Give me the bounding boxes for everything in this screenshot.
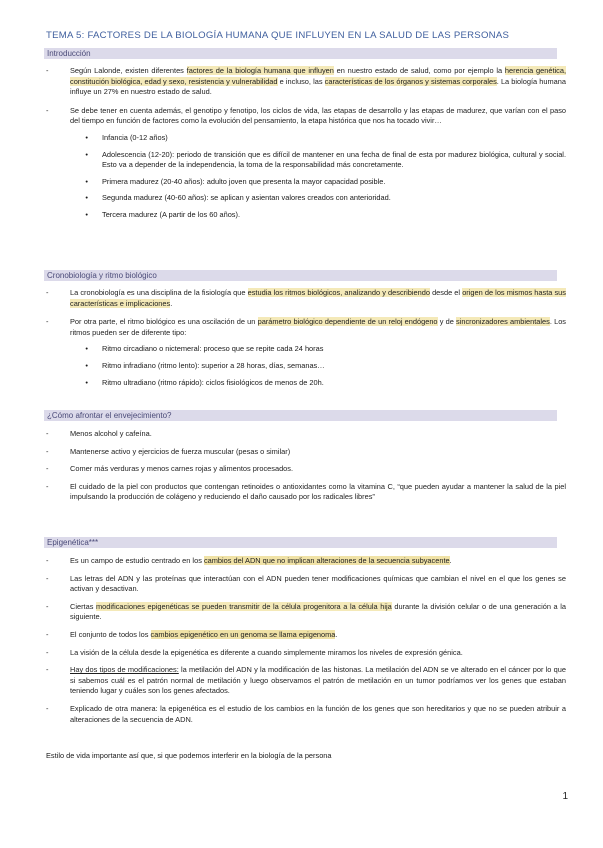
- bullet-item: • Ritmo infradiano (ritmo lento): superior a 28 horas, días, semanas…: [85, 360, 325, 370]
- list-item: - El cuidado de la piel con productos que contengan retinoides o antioxidantes como la vitamina C, “que pueden ayudar a mantener la salud de la piel impulsando la producción de colágeno y reduciendo el daño causado por los radicales libres”: [46, 481, 566, 502]
- crono-block: [46, 288, 566, 388]
- list-item: - El conjunto de todos los cambios epigenético en un genoma se llama epigenoma.: [46, 629, 338, 639]
- list-item: - Explicado de otra manera: la epigenética es el estudio de los cambios en la función de los genes que son hereditarios y que no se pueden atribuir a alteraciones de la secuencia de ADN.: [46, 703, 566, 724]
- rhythms-list: [46, 344, 566, 388]
- section-heading-epigenetica: Epigenética***: [44, 537, 557, 548]
- paragraph-text: La cronobiología es una disciplina de la fisiología que estudia los ritmos biológicos, analizando y describiendo desde el origen de los mismos hasta sus características e implicaciones.: [70, 288, 566, 308]
- bullet-item: • Primera madurez (20-40 años): adulto joven que presenta la mayor capacidad posible.: [85, 176, 386, 186]
- list-item: - Por otra parte, el ritmo biológico es una oscilación de un parámetro biológico dependiente de un reloj endógeno y de sincronizadores ambientales. Los ritmos pueden ser de diferente tipo:: [46, 317, 567, 337]
- bullet-item: • Ritmo ultradiano (ritmo rápido): ciclos fisiológicos de menos de 20h.: [85, 377, 324, 387]
- bullet-item: • Tercera madurez (A partir de los 60 años).: [85, 209, 241, 219]
- bullet-item: • Segunda madurez (40-60 años): se aplican y asientan valores creados con anterioridad.: [85, 193, 391, 203]
- list-item: - Es un campo de estudio centrado en los cambios del ADN que no implican alteraciones de la secuencia subyacente.: [46, 556, 452, 565]
- list-item: - Hay dos tipos de modificaciones: la metilación del ADN y la modificación de las histonas. La metilación del ADN se ve alterado en el cáncer por lo que si sabemos cuál es el patrón normal de metilación y luego observamos el patrón de metilación en un tumor podríamos ver los genes que estaban teniendo lugar y cuáles son los genes afectados.: [46, 665, 566, 696]
- section-heading-cronobiologia: Cronobiología y ritmo biológico: [44, 270, 557, 281]
- paragraph-text: Se debe tener en cuenta además, el genotipo y fenotipo, los ciclos de vida, las etapas de desarrollo y las etapas de madurez, que varían con el paso del tiempo en función de factores como la evolución del pensamiento, la etapa histórica que nos ha tocado vivir…: [70, 105, 566, 126]
- list-item: - La cronobiología es una disciplina de la fisiología que estudia los ritmos biológicos, analizando y describiendo desde el origen de los mismos hasta sus características e implicaciones.: [46, 288, 566, 308]
- paragraph-text: Por otra parte, el ritmo biológico es una oscilación de un parámetro biológico dependiente de un reloj endógeno y de sincronizadores ambientales. Los ritmos pueden ser de diferente tipo:: [70, 317, 567, 337]
- stages-list: [46, 133, 566, 221]
- list-item: - Mantenerse activo y ejercicios de fuerza muscular (pesas o similar): [46, 446, 291, 456]
- list-item: [46, 106, 566, 127]
- page-number: 1: [562, 791, 568, 802]
- list-item: - La visión de la célula desde la epigenética es diferente a cuando simplemente miramos los niveles de expresión génica.: [46, 647, 463, 657]
- bullet-item: • Infancia (0-12 años): [85, 132, 168, 142]
- section-heading-introduccion: Introducción: [44, 48, 557, 59]
- closing-note: Estilo de vida importante así que, si que podemos interferir en la biología de la persona: [46, 751, 332, 760]
- list-item: - Menos alcohol y cafeína.: [46, 429, 152, 438]
- page-title: TEMA 5: FACTORES DE LA BIOLOGÍA HUMANA QUE INFLUYEN EN LA SALUD DE LAS PERSONAS: [46, 30, 510, 41]
- list-item: [46, 66, 566, 98]
- list-marker: -: [46, 66, 49, 75]
- bullet-item: • Adolescencia (12-20): periodo de transición que es difícil de mantener en una fecha de final de esta por madurez biológica, cultural y social. Esto va a depender de la independencia, la toma de la responsabilidad más concretamente.: [85, 149, 566, 170]
- envej-block: [46, 429, 566, 503]
- list-item: - Las letras del ADN y las proteínas que interactúan con el ADN pueden tener modificaciones químicas que cambian el nivel en el que los genes se activan y desactivan.: [46, 573, 566, 594]
- list-item: - Comer más verduras y menos carnes rojas y alimentos procesados.: [46, 464, 294, 474]
- paragraph-text: Según Lalonde, existen diferentes factores de la biología humana que influyen en nuestro estado de salud, como por ejemplo la herencia genética, constitución biológica, edad y sexo, resistencia y vulnerabilidad e incluso, las características de los órganos y sistemas corporales. La biología humana influye un 27% en nuestro estado de salud.: [70, 66, 567, 97]
- list-item: - Ciertas modificaciones epigenéticas se pueden transmitir de la célula progenitora a la célula hija durante la división celular o de una generación a la siguiente.: [46, 601, 567, 622]
- intro-block: [46, 66, 566, 221]
- bullet-item: • Ritmo circadiano o nictemeral: proceso que se repite cada 24 horas: [85, 344, 324, 354]
- section-heading-envejecimiento: ¿Cómo afrontar el envejecimiento?: [44, 410, 557, 421]
- epi-block: [46, 556, 566, 725]
- list-marker: -: [46, 105, 49, 115]
